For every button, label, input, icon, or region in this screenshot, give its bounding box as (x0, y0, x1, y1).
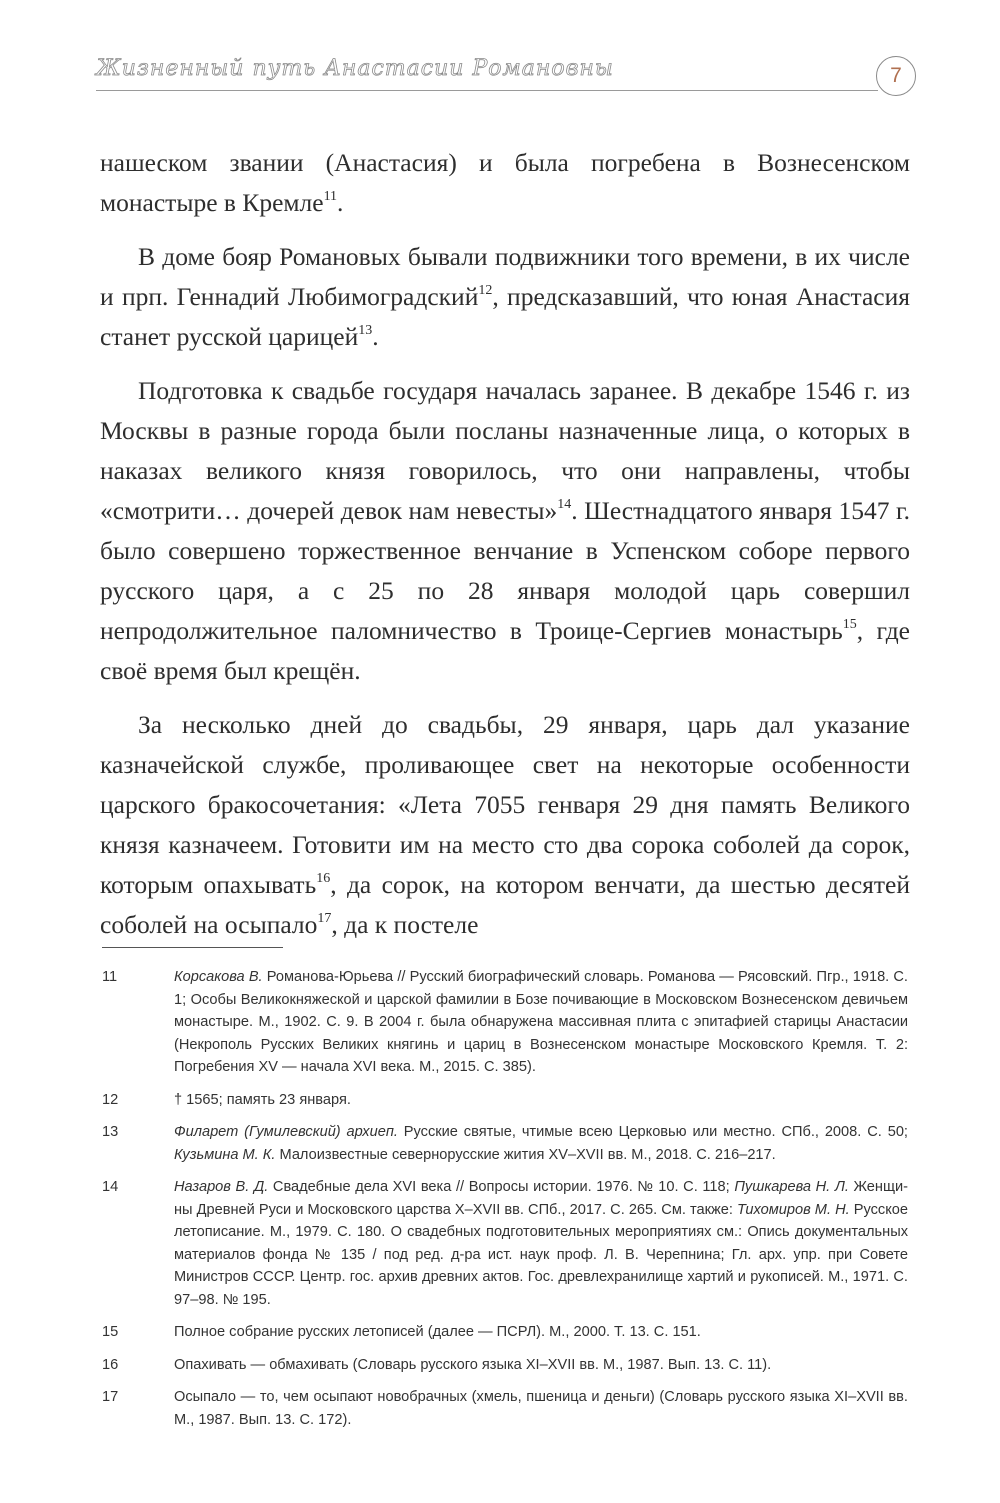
footnote-text: Осыпало — то, чем осыпают новобрачных (хмель, пшеница и деньги) (Словарь русского языка XI–XVII вв. М., 1987. Вып. 13. С. 172). (174, 1389, 908, 1428)
footnote-text: Опахивать — обмахивать (Словарь русского языка XI–XVII вв. М., 1987. Вып. 13. С. 11). (174, 1356, 772, 1373)
footnote-12 (102, 1089, 908, 1112)
footnotes (102, 966, 908, 1441)
footnote-11 (102, 966, 908, 1079)
footnote-text (174, 1121, 908, 1166)
text-run: Женщины Древней Руси и Московского царства X–XVII вв. СПб., 2017. С. 265. См. также: (174, 1179, 909, 1218)
text-run: . Шестнадцатого января 1547 г. было совершено торжественное венчание в Успенском соборе первого русского царя, а с 25 по 28 января молодой царь совершил непродолжительное паломничество в Троице-Сергиев монастырь (100, 496, 910, 645)
footnote-ref[interactable]: 14 (557, 497, 572, 512)
footnote-ref[interactable]: 15 (842, 617, 857, 632)
footnote-number: 13 (102, 1124, 119, 1140)
footnote-separator (102, 947, 283, 948)
footnote-number: 15 (102, 1324, 119, 1340)
footnote-number: 11 (102, 969, 118, 985)
author: Филарет (Гумилевский) архиеп. (174, 1124, 398, 1140)
author: Кузьмина М. К. (174, 1146, 276, 1163)
paragraph (100, 237, 910, 357)
footnote-text (174, 966, 908, 1079)
text-run: . (337, 188, 344, 217)
footnote-ref[interactable]: 11 (323, 189, 338, 204)
author: Назаров В. Д. (174, 1179, 269, 1195)
text-run: Русское летописание. М., 1979. С. 180. О свадебных подготовительных мероприятиях см.: Опись документальных материалов фонда № 135 / под ред. д-ра ист. наук проф. Л. В. Черепнина; Гл. арх. упр. при Совете Министров СССР. Центр. гос. архив древних актов. Гос. древлехранилище хартий и рукописей. М., 1971. С. 97–98. № 195. (174, 1201, 908, 1308)
text-run: , да сорок, на котором венчати, да шестью десятей соболей на осыпало (100, 870, 910, 939)
text-run: За несколько дней до свадьбы, 29 января, царь дал указание казначейской службе, проливающее свет на некоторые особенности царского бракосочетания: «Лета 7055 генваря 29 дня память Великого князя казначеем. Готовити им на место сто два сорока соболей да сорок, которым опахывать (100, 710, 910, 899)
text-run: Малоизвестные севернорусские жития XV–XVII вв. М., 2018. С. 216–217. (275, 1146, 776, 1163)
text-run: , где своё время был крещён. (100, 616, 910, 685)
text-run: Русские святые, чтимые всею Церковью или местно. СПб., 2008. С. 50; (397, 1124, 908, 1140)
text-run: Свадебные дела XVI века // Вопросы истории. 1976. № 10. С. 118; (268, 1179, 735, 1195)
footnote-14 (102, 1176, 908, 1311)
footnote-15 (102, 1321, 908, 1344)
footnote-text (174, 1176, 908, 1311)
author: Тихомиров М. Н. (736, 1201, 850, 1218)
paragraph (100, 143, 910, 223)
page-number: 7 (876, 56, 916, 96)
footnote-ref[interactable]: 13 (358, 323, 373, 338)
footnote-number: 16 (102, 1356, 119, 1373)
running-title: Жизненный путь Анастасии Романовны (96, 56, 614, 81)
main-text (100, 143, 910, 959)
header-rule (96, 90, 878, 91)
paragraph (100, 705, 910, 945)
footnote-number: 17 (102, 1389, 119, 1405)
footnote-16 (102, 1354, 908, 1377)
text-run: Романова-Юрьева // Русский биографический словарь. Романова — Рясовский. Пгр., 1918. С. 1; Особы Великокняжеской и царской фамилии в Бозе почивающие в Московском Вознесенском девичьем монастыре. М., 1902. С. 9. В 2004 г. была обнаружена массивная плита с эпитафией старицы Анастасии (Некрополь Русских Великих княгинь и цариц в Вознесенском монастыре Московского Кремля. Т. 2: Погребения XV — начала XVI века. М., 2015. С. 385). (174, 969, 908, 1075)
footnote-ref[interactable]: 17 (317, 911, 332, 926)
text-run: , да к постеле (331, 910, 479, 939)
text-run: , предсказавший, что юная Анастасия станет русской царицей (100, 282, 910, 351)
author: Пушкарева Н. Л. (734, 1179, 849, 1195)
author: Корсакова В. (174, 969, 263, 985)
text-run: В доме бояр Романовых бывали подвижники того времени, в их числе и прп. Геннадий Любимоградский (100, 242, 910, 311)
footnote-text: Полное собрание русских летописей (далее — ПСРЛ). М., 2000. Т. 13. С. 151. (174, 1324, 701, 1340)
text-run: Подготовка к свадьбе государя началась заранее. В декабре 1546 г. из Москвы в разные города были посланы назначенные лица, о которых в наказах великого князя говорилось, что они направлены, чтобы «смотрити… дочерей девок нам невесты» (100, 376, 910, 525)
footnote-17 (102, 1386, 908, 1431)
text-run: . (372, 322, 379, 351)
footnote-number: 12 (102, 1091, 119, 1108)
footnote-ref[interactable]: 12 (478, 283, 493, 298)
paragraph (100, 371, 910, 691)
footnote-13 (102, 1121, 908, 1166)
text-run: нашеском звании (Анастасия) и была погребена в Вознесенском монастыре в Кремле (100, 148, 910, 217)
footnote-ref[interactable]: 16 (316, 871, 331, 886)
running-header (96, 48, 906, 98)
footnote-text: † 1565; память 23 января. (174, 1091, 351, 1108)
footnote-number: 14 (102, 1179, 119, 1195)
